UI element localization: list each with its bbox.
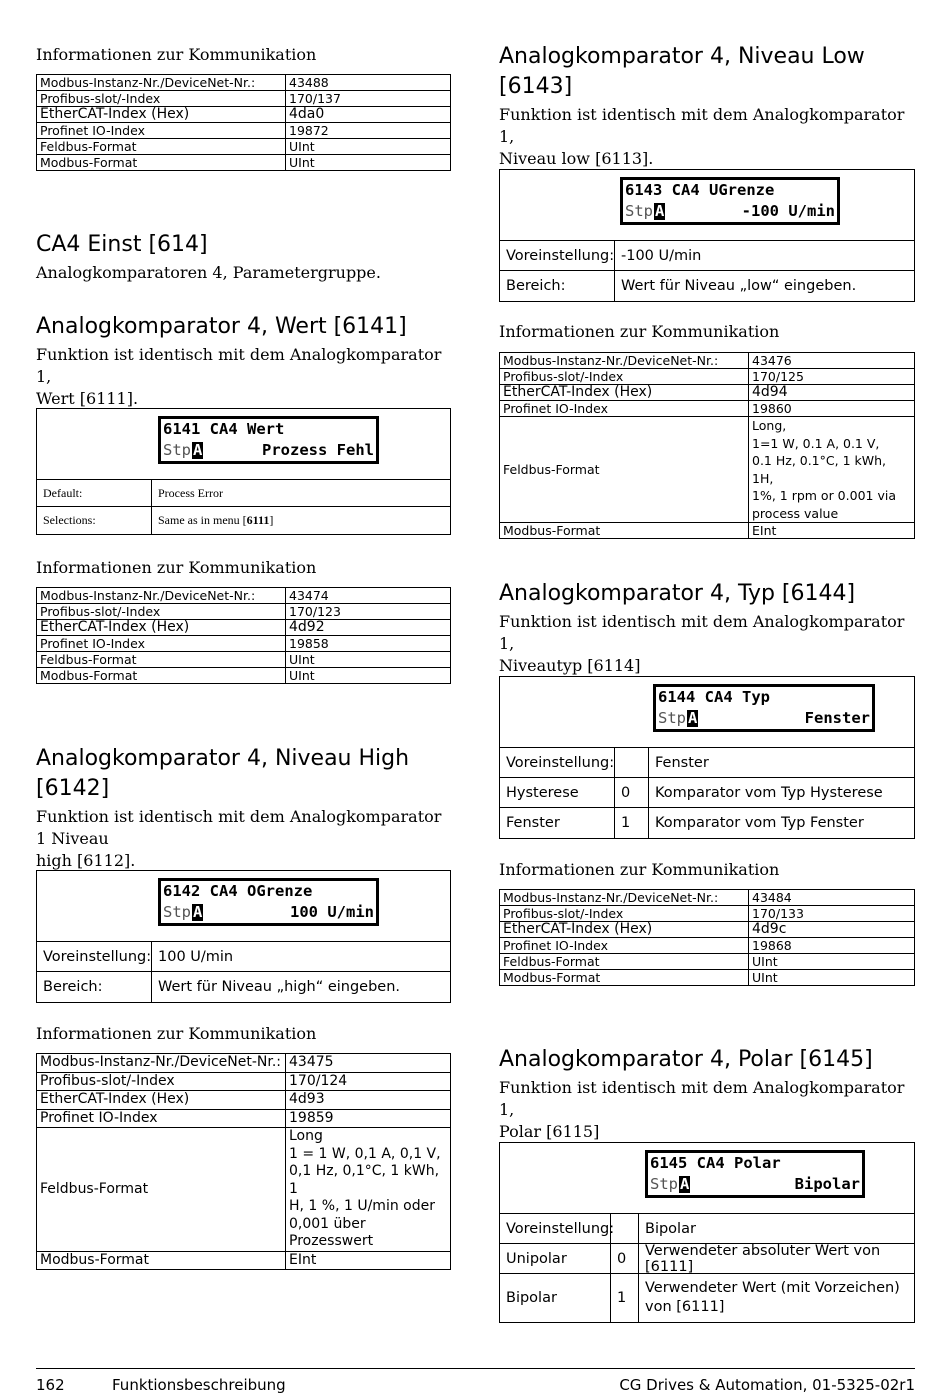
table-row	[37, 155, 451, 171]
param-title: Analogkomparator 4, Wert [6141]	[36, 314, 407, 339]
table-row	[500, 954, 915, 970]
table-cell-value: 170/123	[286, 604, 451, 620]
table-row	[500, 369, 915, 385]
format-line: 0,1 Hz, 0,1°C, 1 kWh, 1	[289, 1163, 440, 1197]
format-line: Long	[289, 1128, 323, 1144]
table-cell-key: EtherCAT-Index (Hex)	[500, 922, 749, 938]
comm-table	[499, 352, 915, 539]
param-description: Funktion ist identisch mit dem Analogkomparator 1, Wert [6111].	[36, 345, 442, 408]
table-cell-value: UInt	[286, 139, 451, 155]
table-row	[37, 588, 451, 604]
table-cell-key: Modbus-Format	[37, 155, 286, 171]
param-row: Selections: Same as in menu [ 6111 ]	[37, 507, 450, 534]
lcd-display: 6145 CA4 Polar Stp A Bipolar	[645, 1150, 865, 1198]
lcd-display: 6143 CA4 UGrenze Stp A -100 U/min	[620, 177, 840, 225]
param-box-6141	[36, 408, 451, 535]
table-cell-key: Profinet IO-Index	[37, 636, 286, 652]
table-row	[500, 922, 915, 938]
table-cell-value: 4d93	[286, 1091, 451, 1110]
table-cell-value: 170/125	[749, 369, 915, 385]
table-cell-key: Modbus-Instanz-Nr./DeviceNet-Nr.:	[37, 1054, 286, 1073]
table-cell-key: Profinet IO-Index	[500, 938, 749, 954]
comm-info-caption: Informationen zur Kommunikation	[36, 1024, 317, 1043]
table-cell-key: Feldbus-Format	[37, 139, 286, 155]
param-row: Bereich: Wert für Niveau „low“ eingeben.	[500, 271, 914, 301]
table-cell-value: 19868	[749, 938, 915, 954]
table-row	[37, 75, 451, 91]
comm-table	[36, 74, 451, 171]
table-row	[37, 620, 451, 636]
table-row	[500, 970, 915, 986]
table-cell-key: EtherCAT-Index (Hex)	[37, 1091, 286, 1110]
table-cell-value: 170/133	[749, 906, 915, 922]
table-cell-key: Modbus-Instanz-Nr./DeviceNet-Nr.:	[37, 75, 286, 91]
param-row: Voreinstellung: Bipolar	[500, 1214, 914, 1244]
table-cell-value: 4d94	[749, 385, 915, 401]
table-row	[500, 401, 915, 417]
table-cell-key: Profibus-slot/-Index	[37, 91, 286, 107]
footer-section: Funktionsbeschreibung	[112, 1376, 286, 1393]
table-cell-value: 4da0	[286, 107, 451, 123]
table-row	[37, 652, 451, 668]
param-title: Analogkomparator 4, Niveau Low [6143]	[499, 44, 865, 99]
format-line: Long,	[752, 418, 787, 433]
format-line: 0.1 Hz, 0.1°C, 1 kWh, 1H,	[752, 453, 886, 486]
param-box-6144	[499, 676, 915, 839]
table-cell-value: UInt	[286, 155, 451, 171]
table-cell-key: Profibus-slot/-Index	[500, 369, 749, 385]
table-row	[37, 91, 451, 107]
param-row: Voreinstellung: -100 U/min	[500, 241, 914, 271]
footer-company: CG Drives & Automation, 01-5325-02r1	[619, 1376, 915, 1393]
table-cell-value: UInt	[749, 954, 915, 970]
table-cell-value: 43474	[286, 588, 451, 604]
format-line: process value	[752, 505, 839, 521]
table-cell-value: 43484	[749, 890, 915, 906]
comm-info-caption: Informationen zur Kommunikation	[36, 558, 317, 577]
param-box-6143	[499, 169, 915, 302]
table-cell-key: Modbus-Instanz-Nr./DeviceNet-Nr.:	[500, 353, 749, 369]
footer-divider	[36, 1368, 915, 1369]
table-cell-key: Profibus-slot/-Index	[37, 1072, 286, 1091]
section-description: Analogkomparatoren 4, Parametergruppe.	[36, 263, 381, 282]
format-line: 1 = 1 W, 0,1 A, 0,1 V,	[289, 1145, 441, 1162]
table-row	[37, 1054, 451, 1073]
table-row: Modbus-Format EInt	[500, 523, 915, 539]
comm-info-caption: Informationen zur Kommunikation	[499, 860, 780, 879]
table-cell-key: Modbus-Format	[37, 668, 286, 684]
comm-table	[36, 587, 451, 684]
param-row: Voreinstellung: Fenster	[500, 748, 914, 778]
table-row: Modbus-Format EInt	[37, 1251, 451, 1270]
table-cell-key: Profinet IO-Index	[37, 123, 286, 139]
param-title: Analogkomparator 4, Typ [6144]	[499, 581, 856, 606]
table-cell-value: 170/124	[286, 1072, 451, 1091]
param-box-6145	[499, 1142, 915, 1323]
table-cell-key: EtherCAT-Index (Hex)	[37, 620, 286, 636]
table-row	[500, 385, 915, 401]
format-line: H, 1 %, 1 U/min oder	[289, 1198, 435, 1214]
table-cell-value: 43476	[749, 353, 915, 369]
param-row: Bipolar 1 Verwendeter Wert (mit Vorzeichen) von [6111]	[500, 1274, 914, 1322]
comm-table	[36, 1053, 451, 1270]
lcd-display: 6142 CA4 OGrenze Stp A 100 U/min	[158, 878, 379, 926]
table-row: Feldbus-Format Long 1 = 1 W, 0,1 A, 0,1 V, 0,1 Hz, 0,1°C, 1 kWh, 1 H, 1 %, 1 U/min oder 0,001 über Prozesswert	[37, 1128, 451, 1252]
param-description: Funktion ist identisch mit dem Analogkomparator 1, Niveautyp [6114]	[499, 612, 905, 675]
table-row	[37, 1072, 451, 1091]
param-row: Bereich: Wert für Niveau „high“ eingeben.	[37, 972, 450, 1002]
table-cell-value: UInt	[286, 652, 451, 668]
param-row: Hysterese 0 Komparator vom Typ Hysterese	[500, 778, 914, 808]
table-cell-key: Feldbus-Format	[500, 954, 749, 970]
table-cell-value: 19872	[286, 123, 451, 139]
table-cell-key: EtherCAT-Index (Hex)	[500, 385, 749, 401]
table-cell-value: 43475	[286, 1054, 451, 1073]
param-box-6142	[36, 870, 451, 1003]
format-line: 1%, 1 rpm or 0.001 via	[752, 488, 896, 503]
format-line: Prozesswert	[289, 1233, 374, 1249]
table-row	[37, 668, 451, 684]
param-row: Unipolar 0 Verwendeter absoluter Wert von [6111]	[500, 1244, 914, 1274]
lcd-display: 6141 CA4 Wert Stp A Prozess Fehl	[158, 416, 379, 464]
table-cell-key: Profibus-slot/-Index	[37, 604, 286, 620]
table-row	[500, 938, 915, 954]
table-cell-key: Feldbus-Format	[37, 652, 286, 668]
param-row: Default: Process Error	[37, 480, 450, 507]
table-cell-value: 19860	[749, 401, 915, 417]
table-cell-value: 4d9c	[749, 922, 915, 938]
table-cell-value: 43488	[286, 75, 451, 91]
param-description: Funktion ist identisch mit dem Analogkomparator 1 Niveau high [6112].	[36, 807, 442, 870]
table-row	[500, 353, 915, 369]
param-description: Funktion ist identisch mit dem Analogkomparator 1, Niveau low [6113].	[499, 105, 905, 168]
format-line: 0,001 über	[289, 1215, 366, 1232]
table-cell-key: Modbus-Format	[500, 970, 749, 986]
table-cell-key: Profibus-slot/-Index	[500, 906, 749, 922]
table-row	[37, 1091, 451, 1110]
section-title: CA4 Einst [614]	[36, 232, 208, 257]
param-row: Voreinstellung: 100 U/min	[37, 942, 450, 972]
table-row	[500, 890, 915, 906]
table-row	[37, 139, 451, 155]
table-cell-value: 170/137	[286, 91, 451, 107]
table-cell-value: 19859	[286, 1109, 451, 1128]
page-number: 162	[36, 1376, 65, 1393]
table-cell-key: Profinet IO-Index	[37, 1109, 286, 1128]
lcd-display: 6144 CA4 Typ Stp A Fenster	[653, 684, 875, 732]
comm-table	[499, 889, 915, 986]
table-cell-key: Modbus-Instanz-Nr./DeviceNet-Nr.:	[500, 890, 749, 906]
table-row	[37, 1109, 451, 1128]
table-row: Feldbus-Format Long, 1=1 W, 0.1 A, 0.1 V, 0.1 Hz, 0.1°C, 1 kWh, 1H, 1%, 1 rpm or 0.001 via process value	[500, 417, 915, 523]
table-row	[37, 123, 451, 139]
table-row	[500, 906, 915, 922]
table-cell-value: UInt	[749, 970, 915, 986]
table-cell-value: UInt	[286, 668, 451, 684]
table-row	[37, 107, 451, 123]
param-title: Analogkomparator 4, Polar [6145]	[499, 1047, 873, 1072]
comm-info-caption: Informationen zur Kommunikation	[499, 322, 780, 341]
comm-info-caption: Informationen zur Kommunikation	[36, 45, 317, 64]
param-description: Funktion ist identisch mit dem Analogkomparator 1, Polar [6115]	[499, 1078, 905, 1141]
table-row	[37, 636, 451, 652]
format-line: 1=1 W, 0.1 A, 0.1 V,	[752, 435, 880, 451]
param-title: Analogkomparator 4, Niveau High [6142]	[36, 746, 410, 801]
table-cell-key: EtherCAT-Index (Hex)	[37, 107, 286, 123]
param-row: Fenster 1 Komparator vom Typ Fenster	[500, 808, 914, 838]
table-row	[37, 604, 451, 620]
table-cell-key: Modbus-Instanz-Nr./DeviceNet-Nr.:	[37, 588, 286, 604]
table-cell-key: Profinet IO-Index	[500, 401, 749, 417]
table-cell-value: 19858	[286, 636, 451, 652]
table-cell-value: 4d92	[286, 620, 451, 636]
